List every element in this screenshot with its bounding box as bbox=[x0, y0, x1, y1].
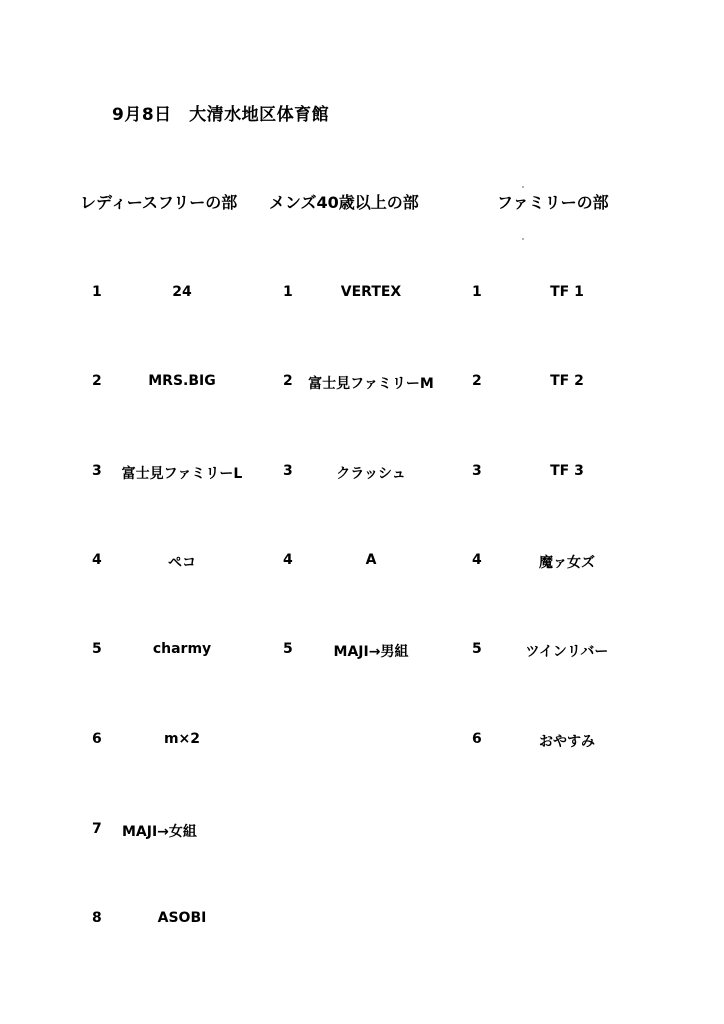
rank-number: 1 bbox=[472, 284, 482, 300]
rank-number: 2 bbox=[472, 373, 482, 389]
team-name: ASOBI bbox=[157, 910, 207, 926]
rank-number: 8 bbox=[92, 910, 102, 926]
team-name: A bbox=[365, 552, 377, 568]
page-title: 9月8日 大清水地区体育館 bbox=[112, 105, 330, 125]
scan-speck bbox=[522, 186, 524, 188]
team-name: ツインリバー bbox=[525, 644, 609, 660]
rank-number: 3 bbox=[92, 463, 102, 479]
team-name: VERTEX bbox=[340, 284, 402, 300]
column-header-mens-40-plus: メンズ40歳以上の部 bbox=[269, 193, 419, 212]
rank-number: 4 bbox=[92, 552, 102, 568]
rank-number: 4 bbox=[283, 552, 293, 568]
rank-number: 6 bbox=[92, 731, 102, 747]
team-name: TF 1 bbox=[550, 284, 584, 300]
rank-number: 3 bbox=[472, 463, 482, 479]
team-name: TF 3 bbox=[550, 463, 584, 479]
rank-number: 4 bbox=[472, 552, 482, 568]
rank-number: 3 bbox=[283, 463, 293, 479]
scan-speck bbox=[522, 238, 524, 240]
team-name: TF 2 bbox=[550, 373, 584, 389]
rank-number: 1 bbox=[92, 284, 102, 300]
team-name: MAJI→女組 bbox=[122, 824, 197, 840]
team-name: MAJI→男組 bbox=[333, 644, 409, 660]
rank-number: 2 bbox=[283, 373, 293, 389]
team-name: ペコ bbox=[168, 555, 196, 571]
column-header-ladies-free: レディースフリーの部 bbox=[80, 193, 238, 212]
rank-number: 5 bbox=[92, 641, 102, 657]
column-header-family: ファミリーの部 bbox=[497, 193, 609, 212]
team-name: おやすみ bbox=[539, 734, 595, 750]
team-name: m×2 bbox=[163, 731, 201, 747]
team-name: charmy bbox=[152, 641, 212, 657]
team-name: 24 bbox=[172, 284, 192, 300]
rank-number: 6 bbox=[472, 731, 482, 747]
team-name: 富士見ファミリーL bbox=[121, 466, 243, 482]
rank-number: 7 bbox=[92, 821, 102, 837]
team-name: 魔ァ女ズ bbox=[539, 555, 595, 571]
team-name: 富士見ファミリーM bbox=[308, 376, 434, 392]
rank-number: 2 bbox=[92, 373, 102, 389]
team-name: MRS.BIG bbox=[148, 373, 216, 389]
rank-number: 1 bbox=[283, 284, 293, 300]
team-name: クラッシュ bbox=[336, 466, 406, 482]
rank-number: 5 bbox=[283, 641, 293, 657]
rank-number: 5 bbox=[472, 641, 482, 657]
